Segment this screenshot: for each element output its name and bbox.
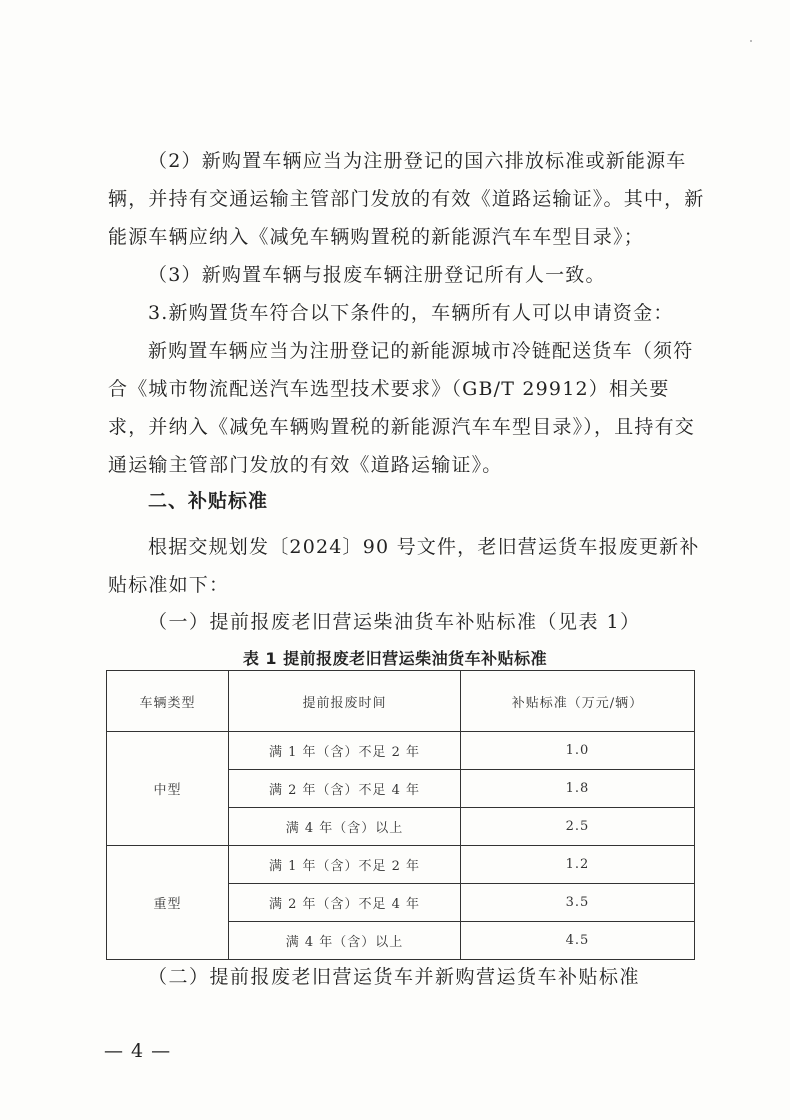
paragraph-item-3: 3.新购置货车符合以下条件的，车辆所有人可以申请资金： <box>148 302 674 324</box>
table-title: 表 1 提前报废老旧营运柴油货车补贴标准 <box>242 649 548 668</box>
amount-cell: 1.0 <box>461 732 695 770</box>
table-row <box>107 846 695 884</box>
period-cell: 满 4 年（含）以上 <box>229 922 461 960</box>
paragraph-subsidy-basis: 根据交规划发〔2024〕90 号文件，老旧营运货车报废更新补贴标准如下： <box>108 536 700 596</box>
page-number: — 4 — <box>104 1040 172 1062</box>
amount-cell: 2.5 <box>461 808 695 846</box>
paragraph-condition-3: （3）新购置车辆与报废车辆注册登记所有人一致。 <box>148 264 606 286</box>
amount-cell: 1.8 <box>461 770 695 808</box>
paragraph-condition-2: （2）新购置车辆应当为注册登记的国六排放标准或新能源车辆，并持有交通运输主管部门发放的有效《道路运输证》。其中，新能源车辆应纳入《减免车辆购置税的新能源汽车车型目录》； <box>108 150 705 248</box>
subheading-diesel-truck-subsidy: （一）提前报废老旧营运柴油货车补贴标准（见表 1） <box>148 611 641 633</box>
scan-dot <box>750 40 752 42</box>
period-cell: 满 4 年（含）以上 <box>229 808 461 846</box>
paragraph-new-vehicle-requirements: 新购置车辆应当为注册登记的新能源城市冷链配送货车（须符合《城市物流配送汽车选型技术要求》（GB/T 29912）相关要求，并纳入《减免车辆购置税的新能源汽车车型目录》），且持有交通运输主管部门发放的有效《道路运输证》。 <box>108 340 696 476</box>
period-cell: 满 2 年（含）不足 4 年 <box>229 884 461 922</box>
amount-cell: 4.5 <box>461 922 695 960</box>
header-subsidy-amount: 补贴标准（万元/辆） <box>461 671 695 732</box>
period-cell: 满 2 年（含）不足 4 年 <box>229 770 461 808</box>
amount-cell: 3.5 <box>461 884 695 922</box>
subsidy-table <box>106 670 695 960</box>
header-vehicle-type: 车辆类型 <box>107 671 229 732</box>
period-cell: 满 1 年（含）不足 2 年 <box>229 732 461 770</box>
period-cell: 满 1 年（含）不足 2 年 <box>229 846 461 884</box>
vehicle-type-cell: 重型 <box>107 846 229 960</box>
amount-cell: 1.2 <box>461 846 695 884</box>
subheading-new-truck-subsidy: （二）提前报废老旧营运货车并新购营运货车补贴标准 <box>148 966 641 988</box>
table-header-row <box>107 671 695 732</box>
table-row <box>107 732 695 770</box>
header-scrap-period: 提前报废时间 <box>229 671 461 732</box>
vehicle-type-cell: 中型 <box>107 732 229 846</box>
section-heading-subsidy-standard: 二、补贴标准 <box>148 490 269 512</box>
